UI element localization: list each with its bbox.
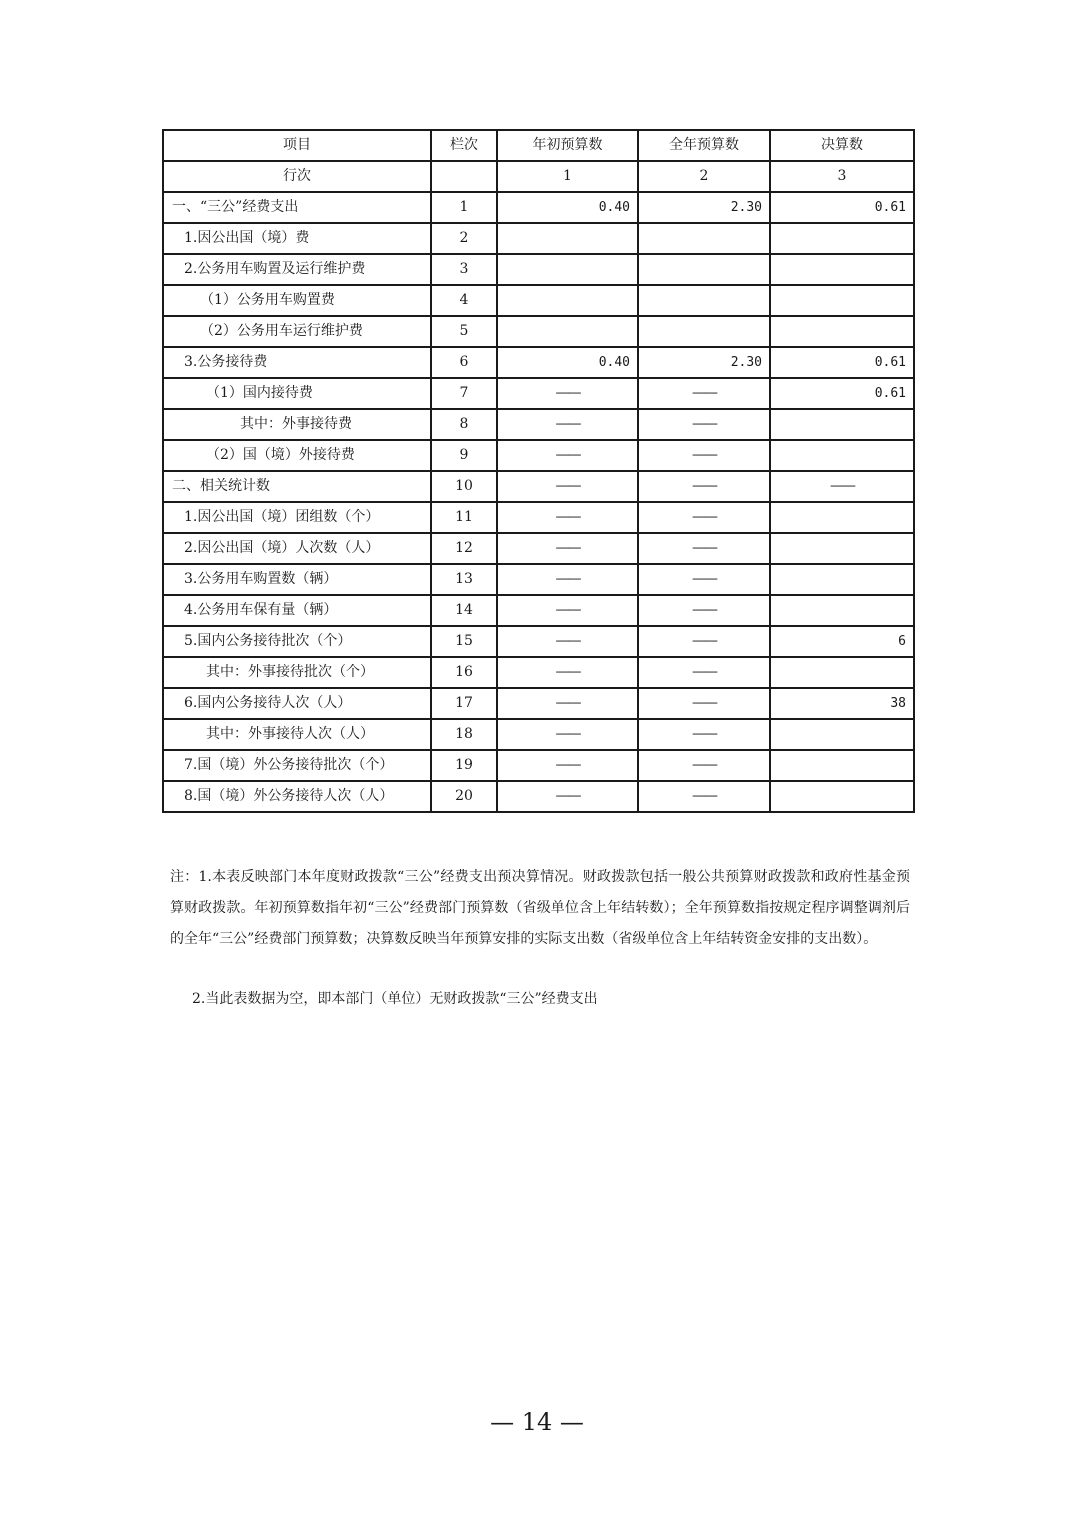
- header-initial-budget: 年初预算数: [497, 130, 638, 161]
- row-col-number: 9: [431, 440, 497, 471]
- row-initial-budget: ——: [497, 502, 638, 533]
- row-col-number: 8: [431, 409, 497, 440]
- table-header-row: [163, 130, 914, 161]
- row-item-label: 8.国（境）外公务接待人次（人）: [163, 781, 431, 812]
- row-final-accounts: 0.61: [770, 378, 914, 409]
- row-item-label: 2.因公出国（境）人次数（人）: [163, 533, 431, 564]
- page-number: — 14 —: [490, 1408, 584, 1436]
- subheader-full: 2: [638, 161, 770, 192]
- row-item-label: 4.公务用车保有量（辆）: [163, 595, 431, 626]
- table-row: [163, 192, 914, 223]
- row-final-accounts: [770, 657, 914, 688]
- row-final-accounts: [770, 533, 914, 564]
- row-final-accounts: [770, 285, 914, 316]
- row-item-label: （2）国（境）外接待费: [163, 440, 431, 471]
- table-subheader-row: [163, 161, 914, 192]
- row-initial-budget: ——: [497, 378, 638, 409]
- header-item: 项目: [163, 130, 431, 161]
- row-item-label: （1）公务用车购置费: [163, 285, 431, 316]
- table-row: [163, 409, 914, 440]
- table-row: [163, 471, 914, 502]
- row-item-label: 其中：外事接待批次（个）: [163, 657, 431, 688]
- row-full-year-budget: ——: [638, 781, 770, 812]
- row-full-year-budget: ——: [638, 378, 770, 409]
- row-item-label: 一、“三公”经费支出: [163, 192, 431, 223]
- row-initial-budget: ——: [497, 595, 638, 626]
- row-final-accounts: [770, 719, 914, 750]
- table-row: [163, 223, 914, 254]
- row-col-number: 13: [431, 564, 497, 595]
- row-col-number: 6: [431, 347, 497, 378]
- header-col: 栏次: [431, 130, 497, 161]
- table-row: [163, 316, 914, 347]
- row-initial-budget: ——: [497, 781, 638, 812]
- row-item-label: 3.公务用车购置数（辆）: [163, 564, 431, 595]
- row-col-number: 4: [431, 285, 497, 316]
- table-row: [163, 781, 914, 812]
- table-row: [163, 595, 914, 626]
- row-full-year-budget: ——: [638, 440, 770, 471]
- row-initial-budget: 0.40: [497, 192, 638, 223]
- row-final-accounts: [770, 440, 914, 471]
- row-final-accounts: [770, 254, 914, 285]
- row-full-year-budget: ——: [638, 626, 770, 657]
- row-col-number: 7: [431, 378, 497, 409]
- row-item-label: 其中：外事接待人次（人）: [163, 719, 431, 750]
- table-row: [163, 626, 914, 657]
- row-final-accounts: [770, 750, 914, 781]
- row-initial-budget: ——: [497, 471, 638, 502]
- row-col-number: 14: [431, 595, 497, 626]
- row-full-year-budget: ——: [638, 533, 770, 564]
- table-row: [163, 285, 914, 316]
- row-item-label: 其中：外事接待费: [163, 409, 431, 440]
- row-full-year-budget: [638, 316, 770, 347]
- table-row: [163, 254, 914, 285]
- row-final-accounts: [770, 595, 914, 626]
- row-initial-budget: [497, 316, 638, 347]
- row-full-year-budget: 2.30: [638, 347, 770, 378]
- row-final-accounts: 6: [770, 626, 914, 657]
- table-row: [163, 657, 914, 688]
- row-initial-budget: ——: [497, 719, 638, 750]
- row-full-year-budget: [638, 223, 770, 254]
- header-full-year-budget: 全年预算数: [638, 130, 770, 161]
- row-col-number: 19: [431, 750, 497, 781]
- row-col-number: 18: [431, 719, 497, 750]
- row-full-year-budget: ——: [638, 502, 770, 533]
- subheader-final: 3: [770, 161, 914, 192]
- row-col-number: 11: [431, 502, 497, 533]
- row-initial-budget: ——: [497, 564, 638, 595]
- row-initial-budget: ——: [497, 533, 638, 564]
- row-initial-budget: [497, 285, 638, 316]
- row-initial-budget: ——: [497, 409, 638, 440]
- row-full-year-budget: ——: [638, 595, 770, 626]
- row-item-label: 6.国内公务接待人次（人）: [163, 688, 431, 719]
- row-col-number: 10: [431, 471, 497, 502]
- row-full-year-budget: ——: [638, 719, 770, 750]
- three-public-expenses-table: [162, 129, 915, 813]
- row-initial-budget: [497, 254, 638, 285]
- row-item-label: 5.国内公务接待批次（个）: [163, 626, 431, 657]
- row-final-accounts: [770, 781, 914, 812]
- row-item-label: （1）国内接待费: [163, 378, 431, 409]
- row-final-accounts: [770, 409, 914, 440]
- row-full-year-budget: ——: [638, 750, 770, 781]
- row-col-number: 12: [431, 533, 497, 564]
- row-col-number: 1: [431, 192, 497, 223]
- row-final-accounts: 38: [770, 688, 914, 719]
- row-full-year-budget: [638, 254, 770, 285]
- table-row: [163, 564, 914, 595]
- row-item-label: （2）公务用车运行维护费: [163, 316, 431, 347]
- note-1: 注：1.本表反映部门本年度财政拨款“三公”经费支出预决算情况。财政拨款包括一般公共预算财政拨款和政府性基金预算财政拨款。年初预算数指年初“三公”经费部门预算数（省级单位含上年结转数）；全年预算数指按规定程序调整调剂后的全年“三公”经费部门预算数；决算数反映当年预算安排的实际支出数（省级单位含上年结转资金安排的支出数）。: [170, 869, 910, 947]
- table-row: [163, 502, 914, 533]
- row-final-accounts: [770, 502, 914, 533]
- note-2: 2.当此表数据为空，即本部门（单位）无财政拨款“三公”经费支出: [192, 991, 598, 1007]
- row-final-accounts: ——: [770, 471, 914, 502]
- row-initial-budget: ——: [497, 626, 638, 657]
- header-final-accounts: 决算数: [770, 130, 914, 161]
- row-item-label: 3.公务接待费: [163, 347, 431, 378]
- row-item-label: 1.因公出国（境）团组数（个）: [163, 502, 431, 533]
- row-item-label: 7.国（境）外公务接待批次（个）: [163, 750, 431, 781]
- row-full-year-budget: ——: [638, 564, 770, 595]
- table-row: [163, 719, 914, 750]
- row-initial-budget: ——: [497, 440, 638, 471]
- row-initial-budget: 0.40: [497, 347, 638, 378]
- row-final-accounts: 0.61: [770, 192, 914, 223]
- row-initial-budget: ——: [497, 657, 638, 688]
- row-item-label: 二、相关统计数: [163, 471, 431, 502]
- table-row: [163, 533, 914, 564]
- row-full-year-budget: ——: [638, 409, 770, 440]
- row-item-label: 2.公务用车购置及运行维护费: [163, 254, 431, 285]
- row-full-year-budget: ——: [638, 471, 770, 502]
- table-row: [163, 750, 914, 781]
- row-initial-budget: ——: [497, 750, 638, 781]
- row-final-accounts: [770, 223, 914, 254]
- table-row: [163, 440, 914, 471]
- row-col-number: 17: [431, 688, 497, 719]
- table-row: [163, 347, 914, 378]
- row-full-year-budget: ——: [638, 688, 770, 719]
- row-full-year-budget: [638, 285, 770, 316]
- row-item-label: 1.因公出国（境）费: [163, 223, 431, 254]
- row-final-accounts: 0.61: [770, 347, 914, 378]
- row-full-year-budget: 2.30: [638, 192, 770, 223]
- row-col-number: 5: [431, 316, 497, 347]
- row-col-number: 3: [431, 254, 497, 285]
- row-col-number: 15: [431, 626, 497, 657]
- subheader-initial: 1: [497, 161, 638, 192]
- row-col-number: 20: [431, 781, 497, 812]
- table-row: [163, 688, 914, 719]
- row-initial-budget: ——: [497, 688, 638, 719]
- row-col-number: 16: [431, 657, 497, 688]
- row-col-number: 2: [431, 223, 497, 254]
- subheader-item: 行次: [163, 161, 431, 192]
- row-full-year-budget: ——: [638, 657, 770, 688]
- table-row: [163, 378, 914, 409]
- row-final-accounts: [770, 564, 914, 595]
- subheader-col: [431, 161, 497, 192]
- row-initial-budget: [497, 223, 638, 254]
- row-final-accounts: [770, 316, 914, 347]
